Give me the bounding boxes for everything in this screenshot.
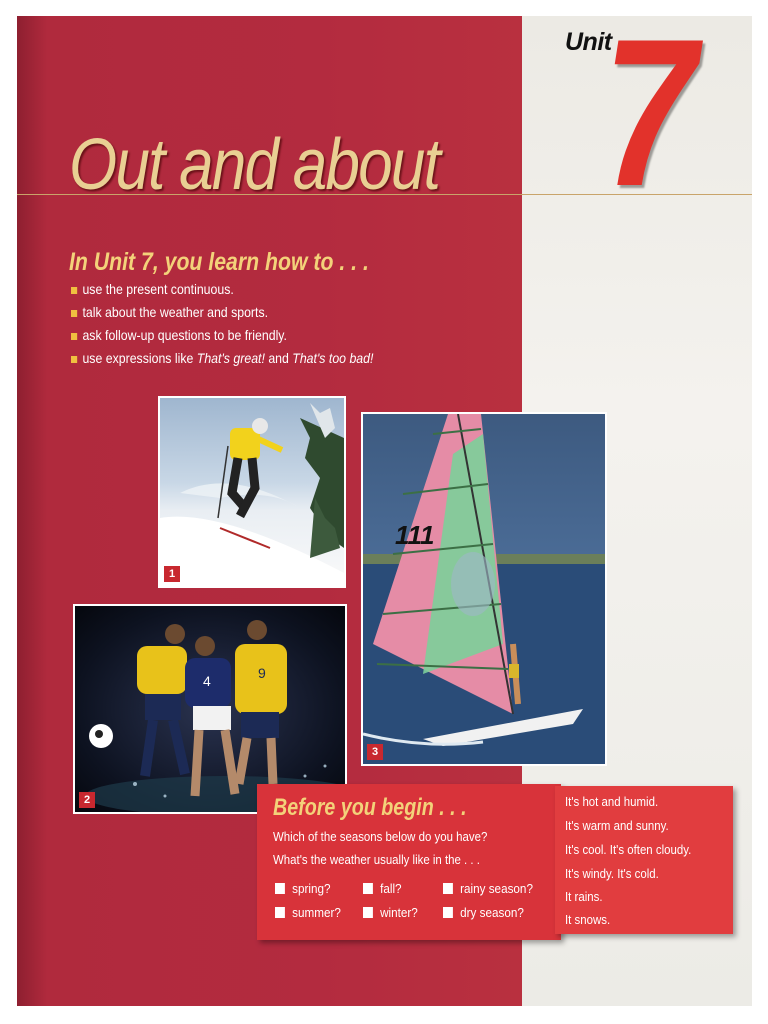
- photo-number: 3: [367, 744, 383, 760]
- bullet-icon: [71, 310, 77, 317]
- weather-line: It rains.: [565, 889, 603, 904]
- photo-windsurfer: [361, 412, 607, 766]
- svg-text:9: 9: [258, 665, 266, 681]
- option-fall[interactable]: fall?: [363, 881, 402, 896]
- weather-expressions-box: [555, 786, 733, 934]
- photo-number: 2: [79, 792, 95, 808]
- bullet-icon: [71, 287, 77, 294]
- checkbox-icon[interactable]: [443, 883, 453, 894]
- learn-item: use the present continuous.: [71, 278, 373, 301]
- soccer-illustration: [75, 606, 345, 812]
- weather-line: It snows.: [565, 912, 611, 927]
- before-you-begin-box: [257, 784, 561, 940]
- option-winter[interactable]: winter?: [363, 905, 418, 920]
- option-dry-season[interactable]: dry season?: [443, 905, 524, 920]
- unit-label: Unit: [565, 28, 612, 56]
- season-question: Which of the seasons below do you have?: [273, 829, 488, 844]
- learn-item: use expressions like That's great! and That's too bad!: [71, 347, 373, 370]
- unit-number: 7: [603, 16, 697, 230]
- svg-text:111: 111: [395, 520, 435, 550]
- checkbox-icon[interactable]: [443, 907, 453, 918]
- learn-item: ask follow-up questions to be friendly.: [71, 324, 373, 347]
- checkbox-icon[interactable]: [275, 883, 285, 894]
- bullet-icon: [71, 356, 77, 363]
- svg-text:4: 4: [203, 673, 211, 689]
- learn-list: [71, 278, 415, 370]
- weather-line: It's windy. It's cold.: [565, 866, 659, 881]
- checkbox-icon[interactable]: [275, 907, 285, 918]
- option-summer[interactable]: summer?: [275, 905, 341, 920]
- weather-question: What's the weather usually like in the . . .: [273, 852, 480, 867]
- checkbox-icon[interactable]: [363, 883, 373, 894]
- option-rainy-season[interactable]: rainy season?: [443, 881, 533, 896]
- before-heading: Before you begin . . .: [273, 794, 467, 821]
- option-spring[interactable]: spring?: [275, 881, 330, 896]
- learn-heading: In Unit 7, you learn how to . . .: [69, 248, 369, 276]
- checkbox-icon[interactable]: [363, 907, 373, 918]
- learn-item: talk about the weather and sports.: [71, 301, 373, 324]
- photo-skier: [158, 396, 346, 588]
- photo-number: 1: [164, 566, 180, 582]
- weather-line: It's cool. It's often cloudy.: [565, 842, 692, 857]
- windsurfer-illustration: [363, 414, 605, 764]
- textbook-page: [17, 16, 752, 1006]
- skier-illustration: [160, 398, 344, 586]
- weather-line: It's warm and sunny.: [565, 818, 669, 833]
- bullet-icon: [71, 333, 77, 340]
- weather-line: It's hot and humid.: [565, 794, 659, 809]
- photo-soccer: [73, 604, 347, 814]
- page-title: Out and about: [69, 125, 440, 205]
